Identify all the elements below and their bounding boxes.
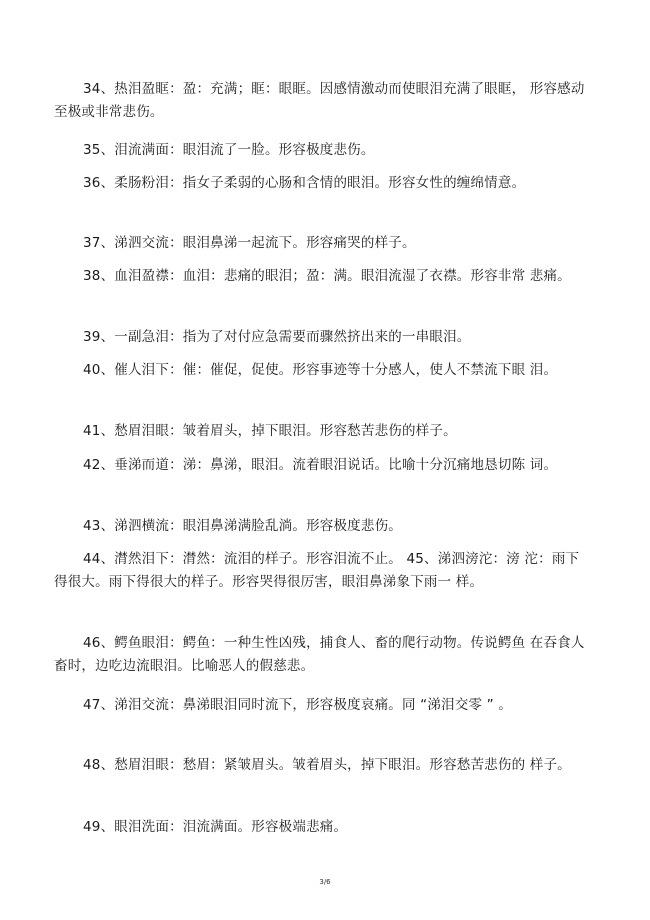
idiom-entry-43: 43、涕泗横流：眼泪鼻涕满脸乱淌。形容极度悲伤。 (83, 518, 402, 534)
idiom-entry-39: 39、一副急泪：指为了对付应急需要而骤然挤出来的一串眼泪。 (83, 329, 471, 345)
idiom-entry-34: 34、热泪盈眶：盈：充满；眶：眼眶。因感情激动而使眼泪充满了眼眶， 形容感动至极或非常悲伤。 (54, 81, 585, 120)
idiom-entry-48: 48、愁眉泪眼：愁眉：紧皱眉头。皱着眉头，掉下眼泪。形容愁苦悲伤的 样子。 (83, 757, 571, 773)
idiom-entry-38: 38、血泪盈襟：血泪：悲痛的眼泪；盈：满。眼泪流湿了衣襟。形容非常 悲痛。 (83, 268, 571, 284)
idiom-entry-46: 46、鳄鱼眼泪：鳄鱼：一种生性凶残，捕食人、畜的爬行动物。传说鳄鱼 在吞食人畜时，边吃边流眼泪。比喻恶人的假慈悲。 (54, 635, 585, 674)
idiom-entry-37: 37、涕泗交流：眼泪鼻涕一起流下。形容痛哭的样子。 (83, 235, 416, 251)
page-number: 3/6 (319, 878, 331, 886)
idiom-entry-35: 35、泪流满面：眼泪流了一脸。形容极度悲伤。 (83, 142, 375, 158)
idiom-entry-40: 40、催人泪下：催：催促，促使。形容事迹等十分感人，使人不禁流下眼 泪。 (83, 362, 558, 378)
idiom-entry-41: 41、愁眉泪眼：皱着眉头，掉下眼泪。形容愁苦悲伤的样子。 (83, 423, 457, 439)
idiom-entry-44-45: 44、潸然泪下：潸然：流泪的样子。形容泪流不止。 45、涕泗滂沱：滂 沱：雨下得很大。雨下得很大的样子。形容哭得很厉害，眼泪鼻涕象下雨一 样。 (54, 551, 580, 590)
idiom-entry-36: 36、柔肠粉泪：指女子柔弱的心肠和含情的眼泪。形容女性的缠绵情意。 (83, 175, 526, 191)
idiom-entry-47: 47、涕泪交流：鼻涕眼泪同时流下，形容极度哀痛。同 “涕泪交零 ” 。 (83, 697, 513, 713)
idiom-entry-49: 49、眼泪洗面：泪流满面。形容极端悲痛。 (83, 819, 348, 835)
idiom-entry-42: 42、垂涕而道：涕：鼻涕，眼泪。流着眼泪说话。比喻十分沉痛地恳切陈 词。 (83, 457, 558, 473)
